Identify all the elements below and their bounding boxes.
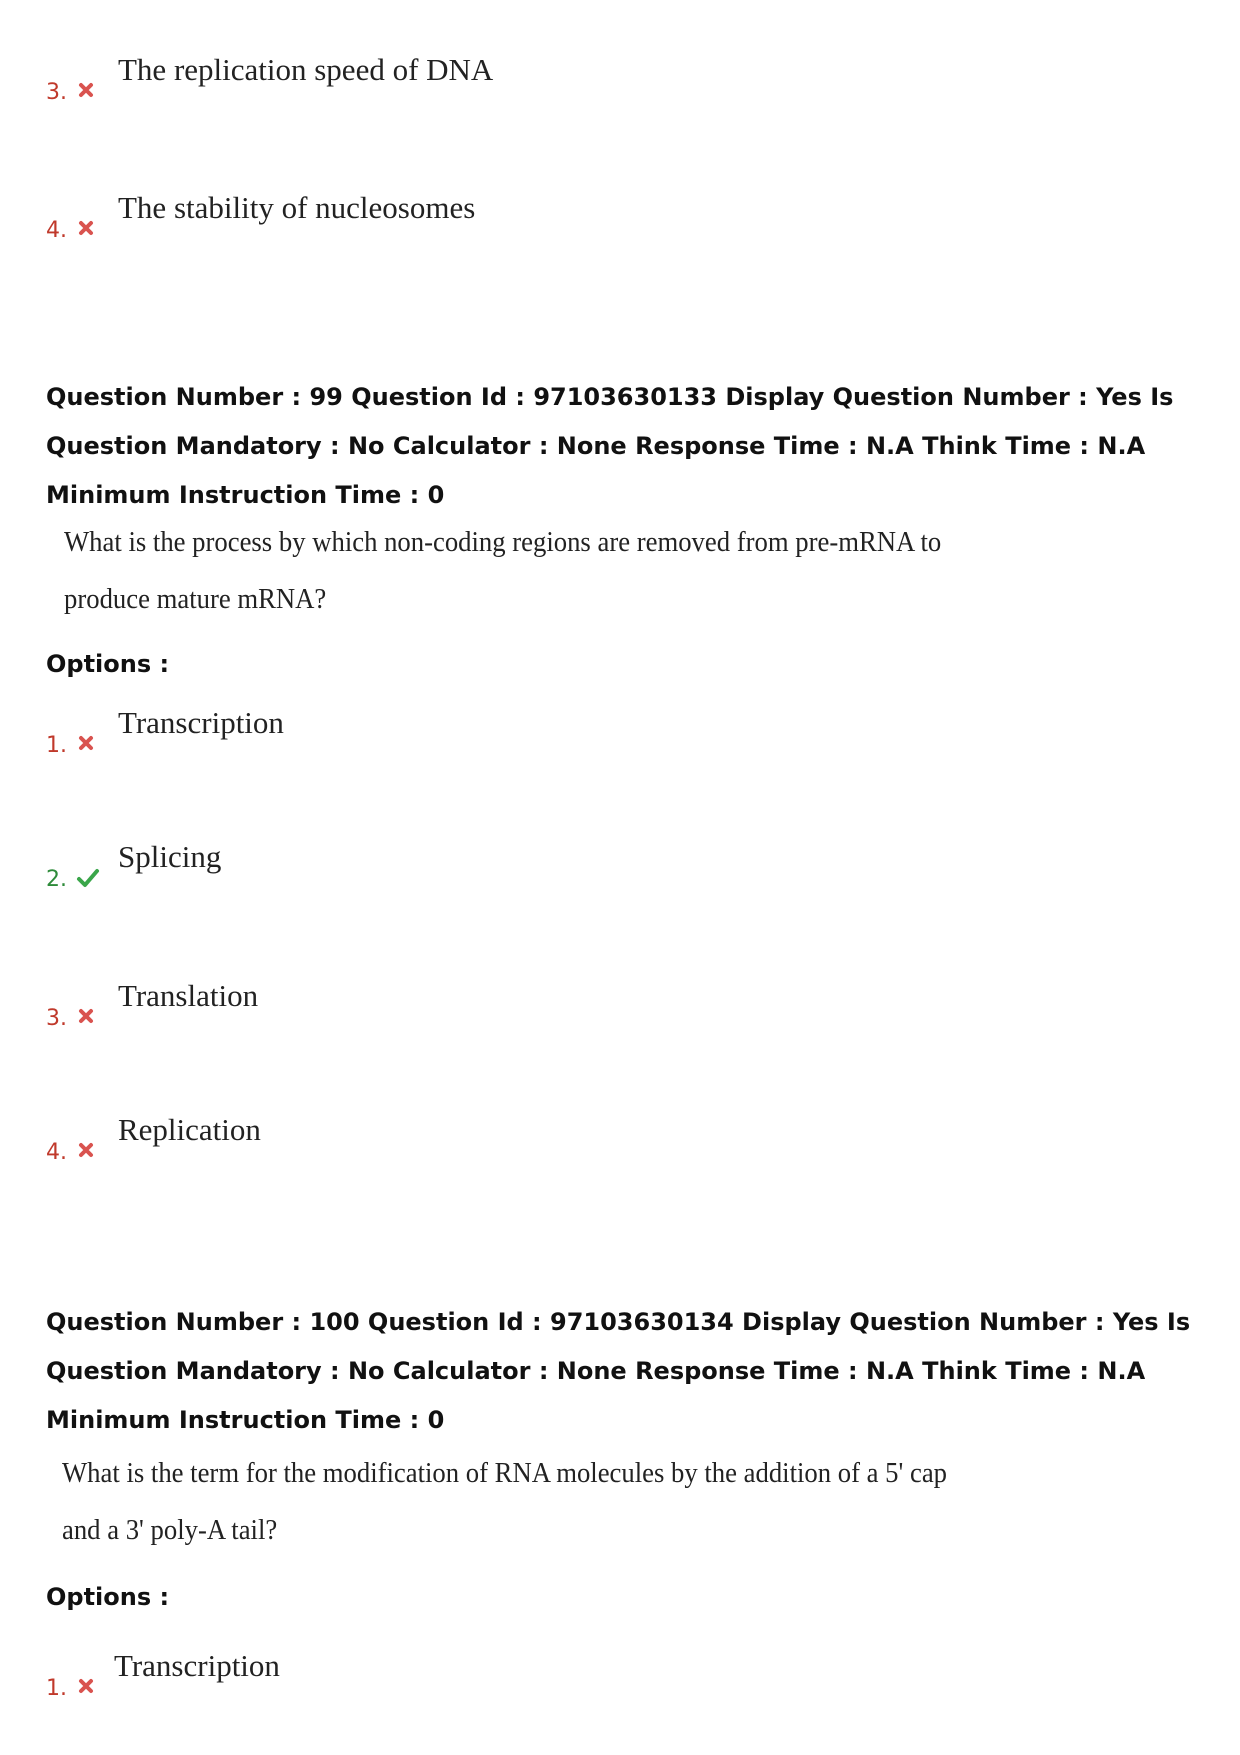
question-100-text-line-2: and a 3' poly-A tail? [62,1514,278,1546]
cross-icon [78,1142,94,1158]
question-99-text-line-2: produce mature mRNA? [64,583,327,615]
option-number: 3. [46,80,67,105]
option-text: Transcription [118,705,284,740]
option-number: 1. [46,733,67,758]
cross-icon [78,1008,94,1024]
cross-icon [78,735,94,751]
option-text: Transcription [114,1648,280,1683]
cross-icon [78,82,94,98]
option-text: The replication speed of DNA [118,52,494,87]
option-number: 4. [46,1140,67,1165]
question-99-text-line-1: What is the process by which non-coding regions are removed from pre-mRNA to [64,526,942,558]
options-label: Options : [46,1583,170,1611]
check-icon [76,867,100,889]
options-label: Options : [46,650,170,678]
option-text: Translation [118,978,259,1013]
option-number: 4. [46,218,67,243]
question-99-meta: Question Number : 99 Question Id : 97103630133 Display Question Number : Yes Is Question Mandatory : No Calculator : None Response Time : N.A Think Time : N.A Minimum Instruction Time : 0 [46,383,1174,509]
cross-icon [78,1678,94,1694]
option-text: Splicing [118,839,222,874]
option-number: 1. [46,1676,67,1701]
option-number: 3. [46,1006,67,1031]
question-100-meta: Question Number : 100 Question Id : 97103630134 Display Question Number : Yes Is Question Mandatory : No Calculator : None Response Time : N.A Think Time : N.A Minimum Instruction Time : 0 [46,1308,1191,1434]
option-text: Replication [118,1112,261,1147]
option-number: 2. [46,867,67,892]
option-text: The stability of nucleosomes [118,190,476,225]
cross-icon [78,220,94,236]
question-100-text-line-1: What is the term for the modification of RNA molecules by the addition of a 5' cap [62,1457,948,1489]
